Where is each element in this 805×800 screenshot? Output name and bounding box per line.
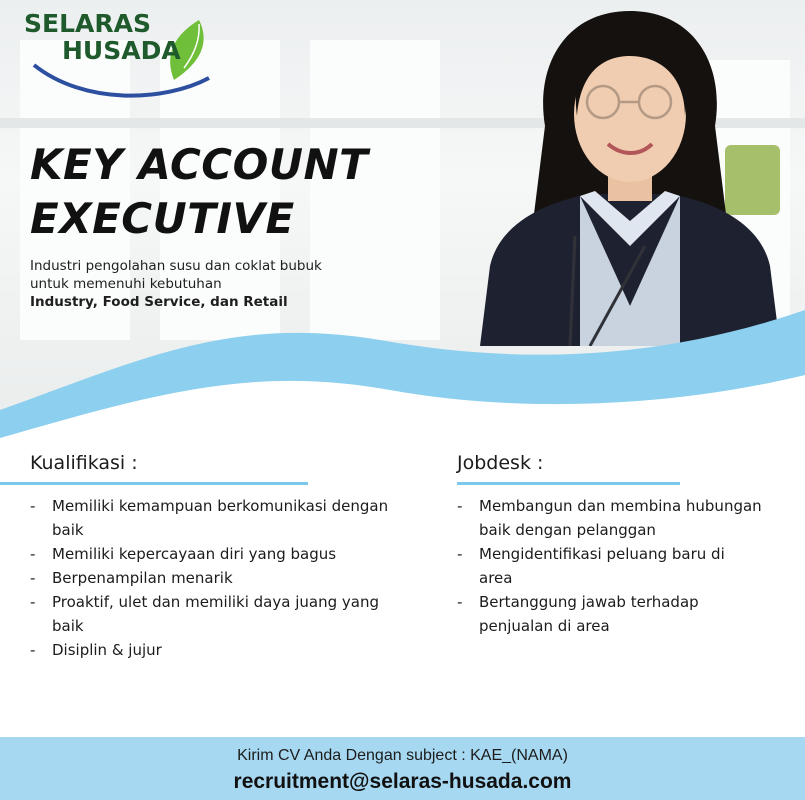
qualifications-list [30, 494, 415, 662]
jobdesk-underline [457, 482, 680, 485]
qualification-item: - Berpenampilan menarik [30, 566, 415, 590]
footer-contact [0, 737, 805, 800]
qualification-item: - Disiplin & jujur [30, 638, 415, 662]
description-line-2: untuk memenuhi kebutuhan [30, 276, 222, 292]
blue-wave [0, 290, 805, 455]
qualification-item: - Memiliki kepercayaan diri yang bagus [30, 542, 415, 566]
qualifications-underline [0, 482, 308, 485]
jobdesk-list [457, 494, 762, 638]
job-title-line-1: KEY ACCOUNT [30, 140, 369, 189]
qualifications-title: Kualifikasi : [30, 452, 138, 474]
brand-name [24, 10, 181, 64]
brand-logo [24, 10, 224, 105]
description-line-1: Industri pengolahan susu dan coklat bubuk [30, 258, 322, 274]
description-line-3: Industry, Food Service, dan Retail [30, 294, 288, 310]
jobdesk-item: - Bertanggung jawab terhadap penjualan di area [457, 590, 762, 638]
subject-instruction: Kirim CV Anda Dengan subject : KAE_(NAMA) [237, 747, 568, 764]
job-title-line-2: EXECUTIVE [30, 194, 295, 243]
jobdesk-item: - Membangun dan membina hubungan baik dengan pelanggan [457, 494, 762, 542]
qualification-item: - Memiliki kemampuan berkomunikasi dengan baik [30, 494, 415, 542]
qualification-item: - Proaktif, ulet dan memiliki daya juang yang baik [30, 590, 415, 638]
recruitment-email[interactable]: recruitment@selaras-husada.com [233, 770, 572, 793]
jobdesk-item: - Mengidentifikasi peluang baru di area [457, 542, 762, 590]
jobdesk-title: Jobdesk : [457, 452, 544, 474]
brand-line-1: SELARAS [24, 9, 151, 38]
brand-line-2: HUSADA [62, 36, 181, 65]
job-title [30, 138, 368, 246]
